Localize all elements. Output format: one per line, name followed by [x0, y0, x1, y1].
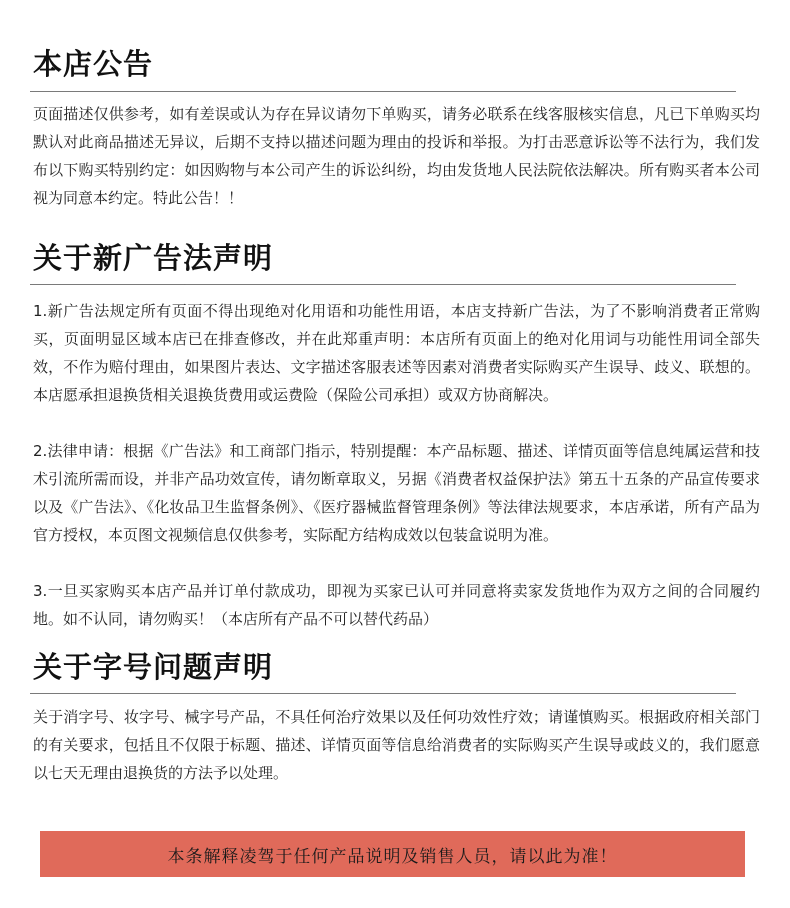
- store-notice-title: 本店公告: [33, 47, 154, 81]
- store-notice-body: 页面描述仅供参考，如有差误或认为存在异议请勿下单购买，请务必联系在线客服核实信息，凡已下单购买均默认对此商品描述无异议，后期不支持以描述问题为理由的投诉和举报。为打击恶意诉讼等不法行为，我们发布以下购买特别约定：如因购物与本公司产生的诉讼纠纷，均由发货地人民法院依法解决。所有购买者本公司视为同意本约定。特此公告！！: [33, 105, 760, 207]
- ad-law-item-1: 1.新广告法规定所有页面不得出现绝对化用语和功能性用语，本店支持新广告法，为了不影响消费者正常购买，页面明显区域本店已在排查修改，并在此郑重声明：本店所有页面上的绝对化用词与功能性用词全部失效，不作为赔付理由，如果图片表达、文字描述客服表述等因素对消费者实际购买产生误导、歧义、联想的。本店愿承担退换货相关退换货费用或运费险（保险公司承担）或双方协商解决。: [33, 302, 760, 404]
- ad-law-title: 关于新广告法声明: [33, 241, 274, 275]
- ad-law-item-3: 3.一旦买家购买本店产品并订单付款成功，即视为买家已认可并同意将卖家发货地作为双方之间的合同履约地。如不认同，请勿购买！（本店所有产品不可以替代药品）: [33, 582, 760, 628]
- trade-name-title: 关于字号问题声明: [33, 650, 274, 684]
- disclaimer-banner-text: 本条解释凌驾于任何产品说明及销售人员，请以此为准！: [167, 846, 618, 867]
- ad-law-item-2: 2.法律申请：根据《广告法》和工商部门指示，特别提醒：本产品标题、描述、详情页面等信息纯属运营和技术引流所需而设，并非产品功效宣传，请勿断章取义，另据《消费者权益保护法》第五十五条的产品宣传要求以及《广告法》、《化妆品卫生监督条例》、《医疗器械监督管理条例》等法律法规要求，本店承诺，所有产品为官方授权，本页图文视频信息仅供参考，实际配方结构成效以包装盒说明为准。: [33, 442, 760, 544]
- store-notice-divider: [30, 91, 736, 92]
- disclaimer-banner: [40, 831, 745, 877]
- ad-law-divider: [30, 284, 736, 285]
- trade-name-divider: [30, 693, 736, 694]
- trade-name-body: 关于消字号、妆字号、械字号产品，不具任何治疗效果以及任何功效性疗效；请谨慎购买。根据政府相关部门的有关要求，包括且不仅限于标题、描述、详情页面等信息给消费者的实际购买产生误导或歧义的，我们愿意以七天无理由退换货的方法予以处理。: [33, 708, 760, 782]
